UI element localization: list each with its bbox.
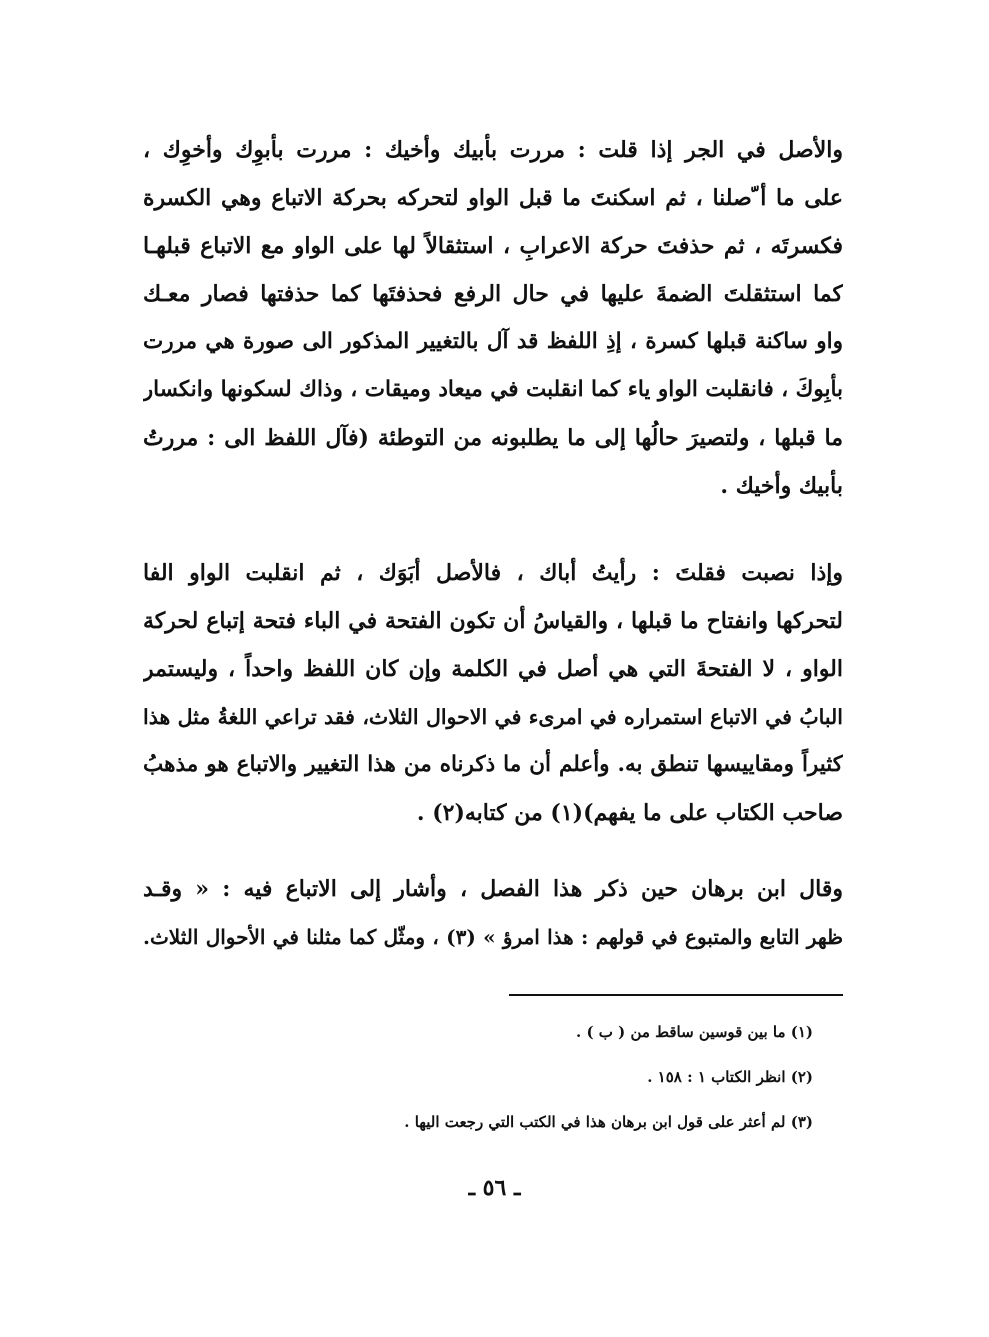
text-line: البابُ في الاتباع استمراره في امرىء في الاحوال الثلاث، فقد تراعي اللغةُ مثل هذا xyxy=(143,705,843,729)
text-line: واو ساكنة قبلها كسرة ، إذِ اللفظ قد آل بالتغيير المذكور الى صورة هي مررت xyxy=(143,329,843,354)
text-line: ما قبلها ، ولتصيرَ حالُها إلى ما يطلبونه من التوطئة (فآل اللفظ الى : مررتُ xyxy=(143,425,843,451)
text-line: صاحب الكتاب على ما يفهم)(١) من كتابه(٢) . xyxy=(416,800,843,826)
footnote-1: (١) ما بين قوسين ساقط من ( ب ) . xyxy=(576,1023,813,1041)
text-line: الواو ، لا الفتحةَ التي هي أصل في الكلمة وإن كان اللفظ واحداً ، وليستمر xyxy=(143,656,843,682)
text-line: ظهر التابع والمتبوع في قولهم : هذا امرؤ » (٣) ، ومثّل كما مثلنا في الأحوال الثلاث. xyxy=(143,925,843,949)
footnote-2: (٢) انظر الكتاب ١ : ١٥٨ . xyxy=(647,1068,813,1086)
text-line: وقال ابن برهان حين ذكر هذا الفصل ، وأشار إلى الاتباع فيه : « وقـد xyxy=(143,876,843,902)
text-line: فكسرتَه ، ثم حذفتَ حركة الاعرابِ ، استثقالاً لها على الواو مع الاتباع قبلهـا xyxy=(143,233,843,259)
text-line: على ما أ ّصلنا ، ثم اسكنتَ ما قبل الواو لتحركه بحركة الاتباع وهي الكسرة xyxy=(143,185,843,211)
text-line: بأبيك وأخيك . xyxy=(720,473,843,499)
footnotes xyxy=(293,1010,813,1145)
paragraph-1 xyxy=(143,126,843,510)
paragraph-2 xyxy=(143,549,843,837)
page-number: ـ ٥٦ ـ xyxy=(468,1175,521,1201)
text-line: لتحركها وانفتاح ما قبلها ، والقياسُ أن تكون الفتحة في الباء فتحة إتباع لحركة xyxy=(143,608,843,634)
text-line: وإذا نصبت فقلتَ : رأيتُ أباك ، فالأصل أبَوَك ، ثم انقلبت الواو الفا xyxy=(143,560,843,586)
text-line: والأصل في الجر إذا قلت : مررت بأبيك وأخيك : مررت بأبوِك وأخوِك ، xyxy=(143,137,843,163)
paragraph-3 xyxy=(143,865,843,961)
footnote-3: (٣) لم أعثر على قول ابن برهان هذا في الكتب التي رجعت اليها . xyxy=(404,1113,813,1131)
text-line: كما استثقلتَ الضمةَ عليها في حال الرفع فحذفتَها كما حذفتها فصار معـك xyxy=(143,281,843,307)
text-line: بأبِوكَ ، فانقلبت الواو ياء كما انقلبت في ميعاد وميقات ، وذاك لسكونها وانكسار xyxy=(143,377,843,402)
text-line: كثيراً ومقاييسها تنطق به. وأعلم أن ما ذكرناه من هذا التغيير والاتباع هو مذهبُ xyxy=(143,752,843,777)
footnote-divider xyxy=(509,994,843,996)
